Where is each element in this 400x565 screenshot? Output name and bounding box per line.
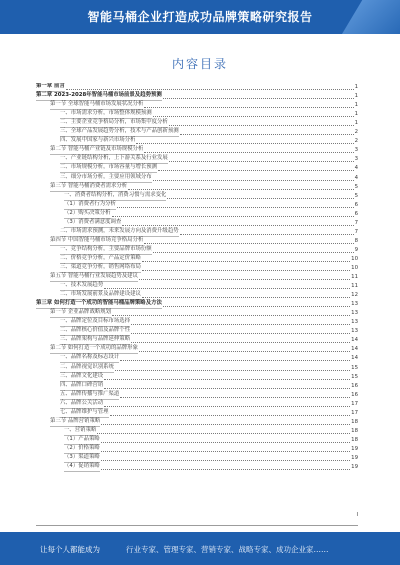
toc-entry-title: 三、渠道竞争分析，销售网络布局 — [60, 263, 141, 273]
toc-entry-page: 18 — [351, 436, 358, 443]
toc-entry-title: 三、全球产品发展趋势分析，技术与产品创新预测 — [60, 127, 179, 137]
toc-entry-title: （3）消费者满意度调查 — [64, 218, 121, 228]
toc-leader-dots — [144, 243, 353, 244]
toc-entry-page: 17 — [351, 409, 358, 416]
toc-leader-dots — [142, 297, 350, 298]
toc-entry-title: （1）产品策略 — [64, 435, 100, 445]
toc-entry-page: 2 — [354, 129, 358, 136]
toc-entry-page: 11 — [351, 274, 358, 281]
toc-entry-title: （2）价格策略 — [64, 444, 100, 454]
toc-leader-dots — [66, 89, 354, 90]
toc-entry-page: 19 — [351, 454, 358, 461]
toc-entry-title: 七、品牌维护与管理 — [60, 408, 109, 418]
toc-leader-dots — [120, 360, 350, 361]
toc-entry-title: 三、品牌文化建设 — [60, 372, 103, 382]
toc-leader-dots — [131, 324, 350, 325]
toc-entry-title: 一、竞争结构分析，主要品牌市场份额 — [60, 245, 152, 255]
toc-entry[interactable] — [36, 463, 358, 472]
toc-entry-page: 1 — [354, 84, 358, 91]
toc-leader-dots — [153, 252, 354, 253]
toc-entry-title: 一、营销策略 — [64, 426, 96, 436]
toc-entry-title: 二、市场发展前景及品牌建设建议 — [60, 290, 141, 300]
footer-slogan: 让每个人都能成为 — [40, 545, 100, 554]
toc-leader-dots — [180, 234, 354, 235]
toc-entry-title: 二、价格竞争分析，产品定价策略 — [60, 254, 141, 264]
toc-entry-page: 14 — [351, 355, 358, 362]
toc-leader-dots — [101, 460, 350, 461]
toc-title: 内容目录 — [171, 57, 228, 71]
toc-leader-dots — [101, 469, 350, 470]
toc-entry-title: 一、品牌名称及标志设计 — [60, 353, 119, 363]
toc-leader-dots — [139, 279, 350, 280]
toc-entry-title: 一、产业链结构分析，上下游关系及行业发展 — [60, 154, 168, 164]
toc-entry-title: 第一节 企业品牌战略规划 — [50, 308, 111, 318]
toc-leader-dots — [101, 442, 350, 443]
toc-entry-page: 13 — [351, 310, 358, 317]
toc-entry-page: 7 — [354, 228, 358, 235]
toc-leader-dots — [169, 161, 354, 162]
toc-leader-dots — [115, 370, 350, 371]
toc-entry-page: 1 — [354, 120, 358, 127]
toc-entry-title: 一、消费者结构分析，消费习惯与需求变化 — [64, 191, 166, 201]
toc-entry-title: 第二节 如何打造一个成功的品牌形象 — [50, 344, 138, 354]
page-footer — [0, 532, 400, 565]
toc-entry-page: 15 — [351, 364, 358, 371]
toc-entry-title: 第五节 智能马桶行业发展趋势及建议 — [50, 272, 138, 282]
toc-entry-page: 6 — [354, 201, 358, 208]
toc-entry-page: 5 — [354, 192, 358, 199]
toc-entry-title: 二、品牌核心价值及品牌个性 — [60, 326, 130, 336]
toc-entry-page: 13 — [351, 328, 358, 335]
toc-entry-page: 12 — [351, 292, 358, 299]
footer-divider — [36, 525, 358, 526]
toc-entry-page: 13 — [351, 319, 358, 326]
toc-entry-title: （1）消费者行为分析 — [64, 200, 116, 210]
toc-entry-title: 二、主要企业竞争格局分析，市场集中度分析 — [60, 118, 168, 128]
toc-entry-title: 四、品牌口碑营销 — [60, 381, 103, 391]
toc-leader-dots — [122, 225, 353, 226]
toc-entry-page: 13 — [351, 301, 358, 308]
toc-leader-dots — [104, 406, 350, 407]
toc-entry-page: 2 — [354, 138, 358, 145]
toc-entry-title: 六、品牌公关活动 — [60, 399, 103, 409]
toc-entry-title: 一、市场需求分析，市场整体规模预测 — [60, 109, 152, 119]
toc-leader-dots — [139, 351, 350, 352]
toc-entry-title: 三、品牌架构与品牌延伸策略 — [60, 335, 130, 345]
toc-leader-dots — [163, 98, 354, 99]
toc-entry-title: 二、市场规模分析，市场容量与增长预测 — [60, 163, 157, 173]
toc-entry-page: 10 — [351, 255, 358, 262]
toc-entry-page: 14 — [351, 346, 358, 353]
toc-leader-dots — [180, 134, 354, 135]
toc-entry-title: 四、发展中国家与新兴市场分析 — [60, 136, 135, 146]
toc-entry-page: 16 — [351, 382, 358, 389]
footer-tags: 行业专家、管理专家、营销专家、战略专家、成功企业家…… — [126, 545, 329, 554]
toc-entry-page: 9 — [354, 246, 358, 253]
toc-leader-dots — [158, 170, 354, 171]
toc-leader-dots — [144, 107, 353, 108]
toc-leader-dots — [128, 189, 353, 190]
toc-leader-dots — [101, 424, 350, 425]
toc-leader-dots — [142, 270, 350, 271]
toc-entry-title: 一、技术发展趋势 — [60, 281, 103, 291]
toc-entry-title: （3）渠道策略 — [64, 453, 100, 463]
toc-entry-page: 3 — [354, 147, 358, 154]
toc-entry-title: 第三章 如何打造一个成功的智能马桶品牌策略及方法 — [36, 299, 162, 309]
toc-leader-dots — [104, 379, 350, 380]
toc-entry-page: 16 — [351, 391, 358, 398]
toc-entry-title: 一、品牌定位及目标市场选择 — [60, 317, 130, 327]
toc-entry-title: 二、品牌视觉识别系统 — [60, 363, 114, 373]
toc-leader-dots — [110, 415, 351, 416]
toc-leader-dots — [153, 180, 354, 181]
toc-leader-dots — [131, 333, 350, 334]
toc-entry-page: 18 — [351, 427, 358, 434]
toc-leader-dots — [131, 342, 350, 343]
toc-leader-dots — [120, 397, 350, 398]
toc-entry-page: 10 — [351, 264, 358, 271]
toc-entry-page: 18 — [351, 418, 358, 425]
toc-entry-page: 19 — [351, 445, 358, 452]
toc-leader-dots — [144, 152, 353, 153]
toc-leader-dots — [112, 315, 350, 316]
toc-leader-dots — [167, 198, 353, 199]
toc-entry-page: 3 — [354, 156, 358, 163]
toc-entry-title: （4）促销策略 — [64, 462, 100, 472]
toc-entry-page: 7 — [354, 219, 358, 226]
page-header — [0, 0, 400, 34]
toc-entry-page: 5 — [354, 183, 358, 190]
toc-entry-page: 15 — [351, 373, 358, 380]
toc-leader-dots — [101, 451, 350, 452]
toc-entry-title: 第二节 智能马桶产业链及市场规模分析 — [50, 145, 143, 155]
toc-entry-page: 1 — [354, 111, 358, 118]
toc-leader-dots — [112, 216, 354, 217]
toc-leader-dots — [104, 288, 350, 289]
toc-leader-dots — [169, 125, 354, 126]
toc-entry-page: 11 — [351, 283, 358, 290]
toc-entry-page: 1 — [354, 93, 358, 100]
toc-entry-page: 8 — [354, 237, 358, 244]
toc-entry-page: 4 — [354, 174, 358, 181]
toc-entry-title: 五、品牌传播与推广渠道 — [60, 390, 119, 400]
toc-entry-title: 二、市场需求预测，未来发展方向及消费升级趋势 — [60, 227, 179, 237]
report-title: 智能马桶企业打造成功品牌策略研究报告 — [87, 10, 313, 24]
toc-entry-title: 三、细分市场分析，主要应用领域分布 — [60, 173, 152, 183]
toc-leader-dots — [104, 388, 350, 389]
toc-leader-dots — [117, 207, 354, 208]
toc-entry-page: 19 — [351, 464, 358, 471]
toc-entry-title: 第一章 前言 — [36, 83, 65, 92]
toc-entry-title: 第二章 2023-2028年智能马桶市场前景及趋势预测 — [36, 91, 162, 101]
toc-entry-title: 第四节 中国智能马桶市场竞争格局分析 — [50, 236, 143, 246]
toc-entry-title: 第三节 智能马桶消费者需求分析 — [50, 182, 127, 192]
toc-entry-title: （2）购买决策分析 — [64, 209, 111, 219]
toc-entry-page: 4 — [354, 165, 358, 172]
toc-leader-dots — [153, 116, 354, 117]
page-number: I — [356, 512, 358, 518]
toc-entry-page: 14 — [351, 337, 358, 344]
toc-leader-dots — [97, 433, 350, 434]
toc-leader-dots — [142, 261, 350, 262]
toc-entry-page: 17 — [351, 400, 358, 407]
toc-entry-title: 第一节 全球智能马桶市场发展状况分析 — [50, 100, 143, 110]
toc-entry-title: 第三节 品牌营销策略 — [50, 417, 100, 427]
toc-leader-dots — [136, 143, 353, 144]
toc-entry-page: 1 — [354, 102, 358, 109]
toc-entry-page: 6 — [354, 210, 358, 217]
table-of-contents — [36, 83, 358, 515]
toc-leader-dots — [163, 306, 350, 307]
